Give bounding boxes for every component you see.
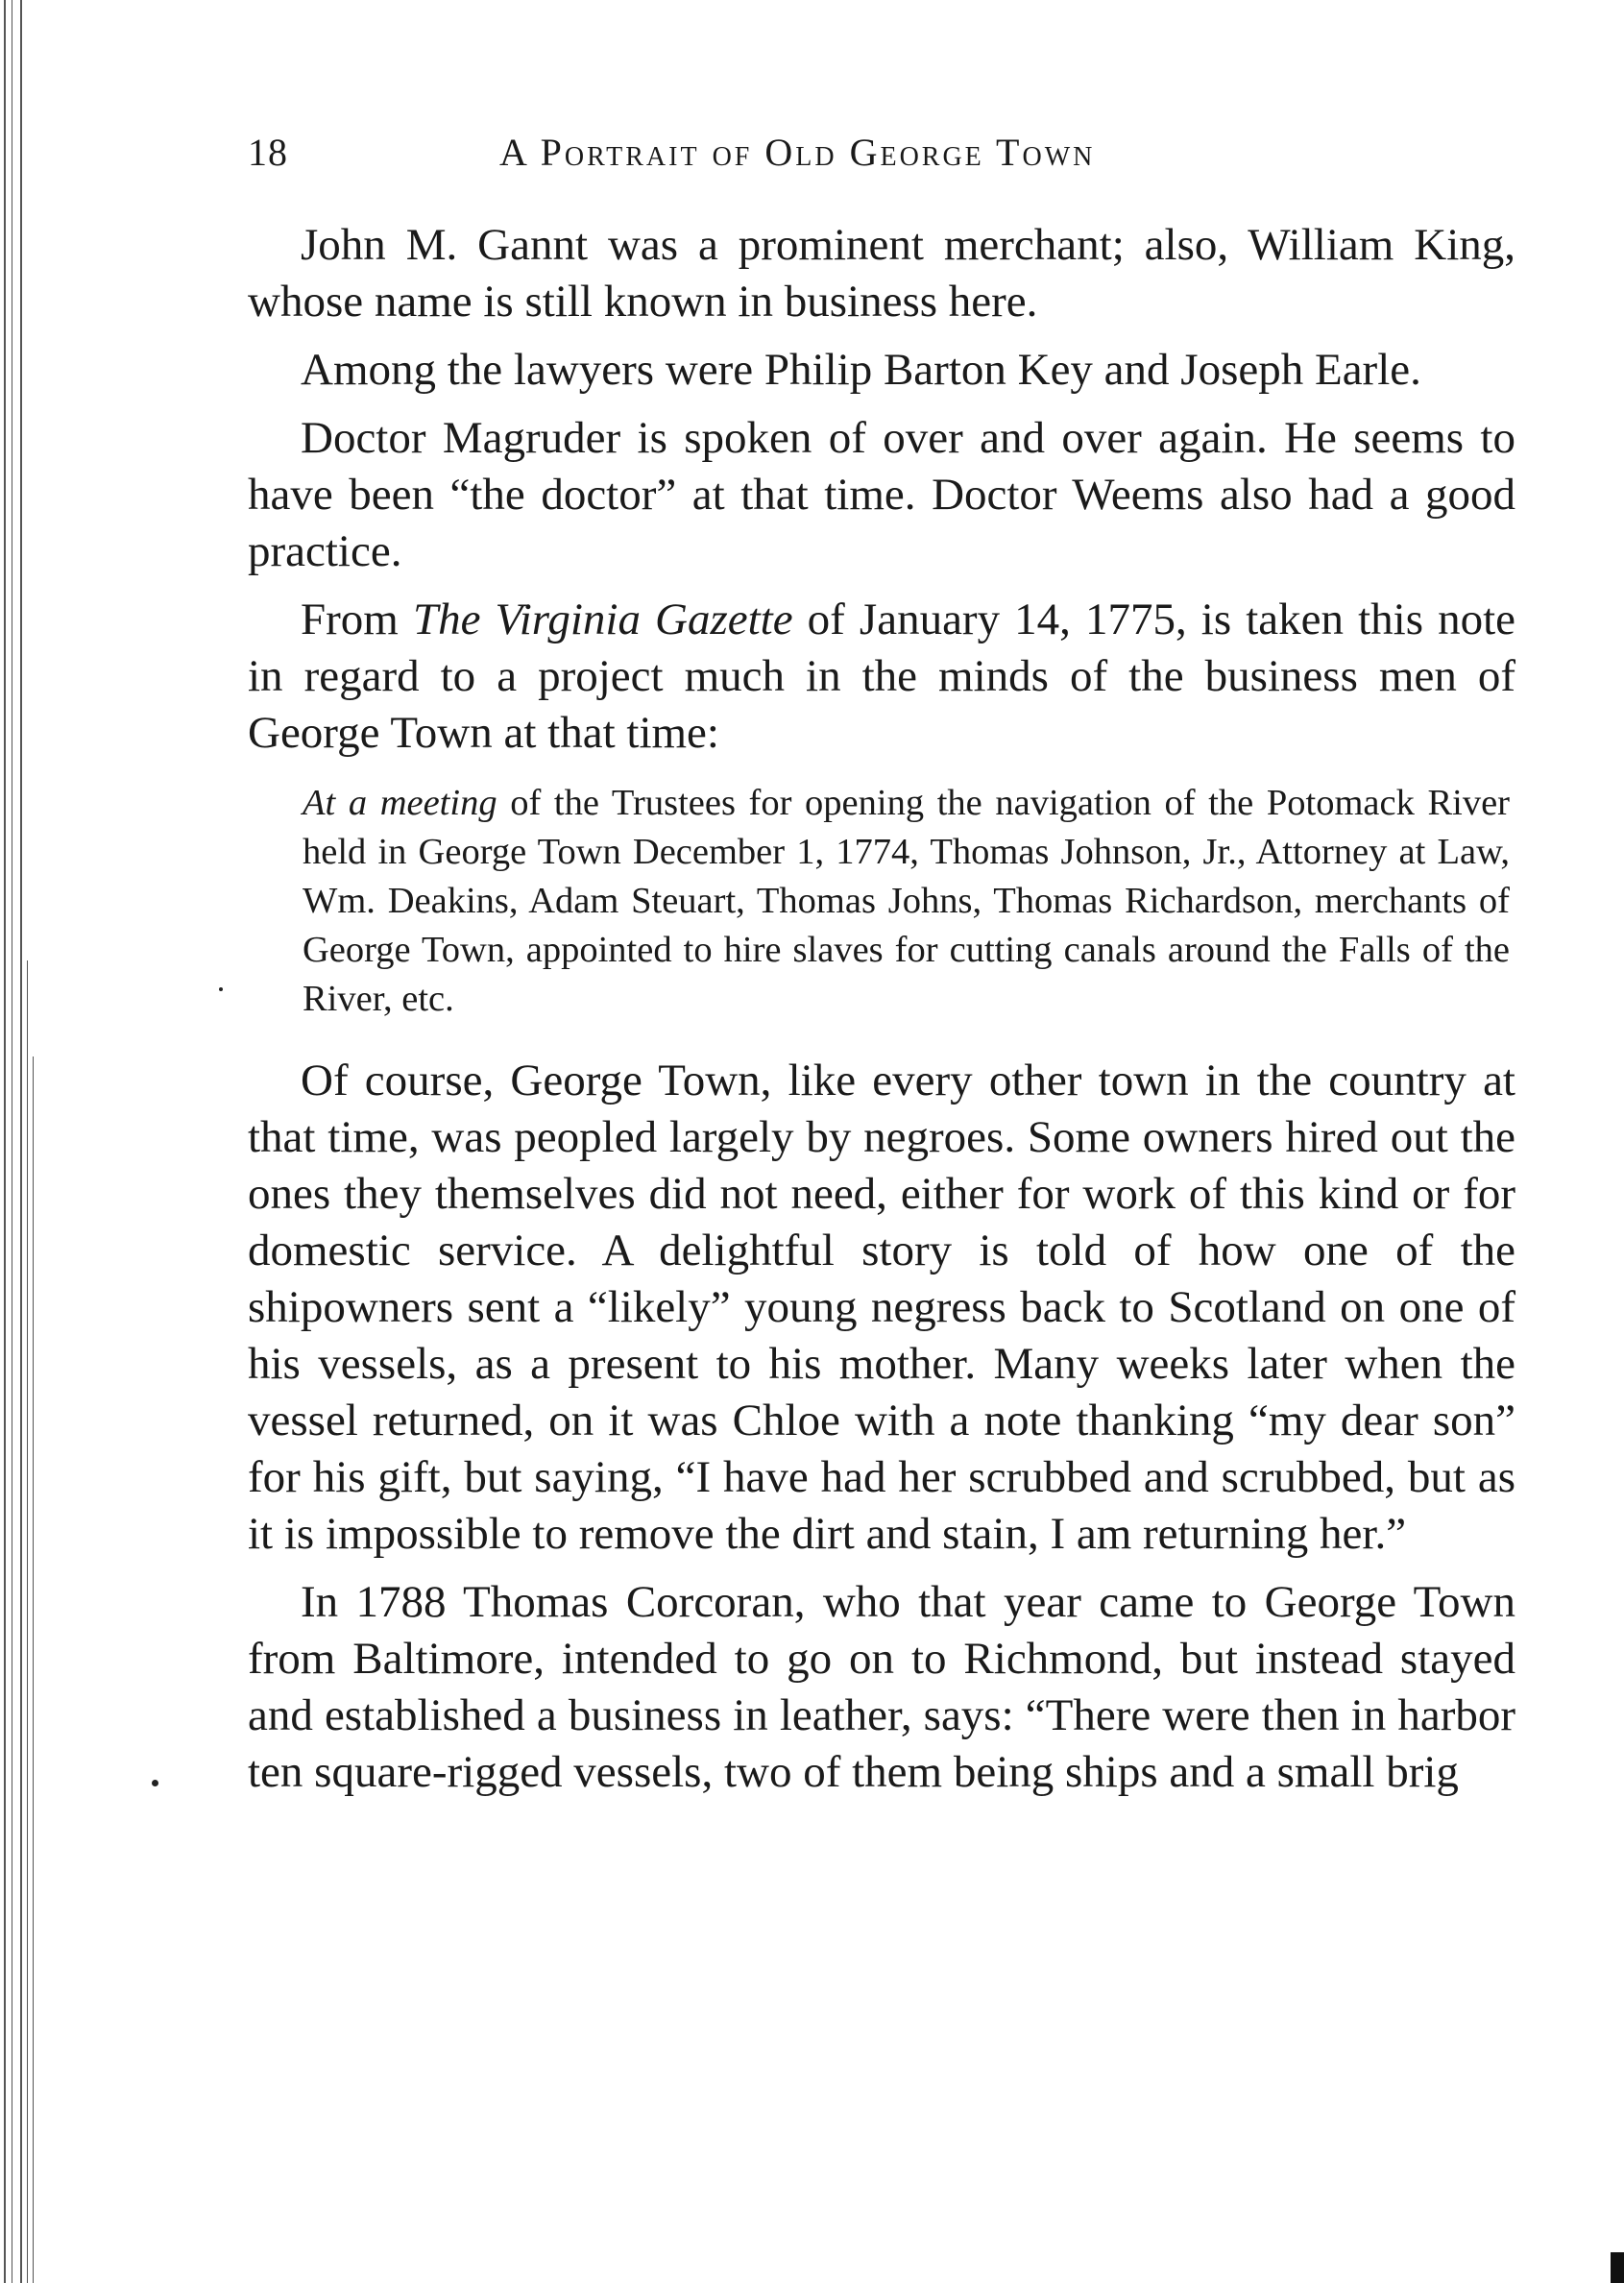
scan-edge-mark — [1611, 2252, 1624, 2283]
scan-binding-edge — [0, 0, 42, 2283]
page-number: 18 — [248, 131, 288, 174]
block-quote-text: of the Trustees for opening the navigation of the Potomack River held in George Town December 1, 1774, Thomas Johnson, Jr., Attorney at Law, Wm. Deakins, Adam Steuart, Thomas Johns, Thomas Richardson, merchants of George Town, appointed to hire slaves for cutting canals around the Falls of the River, etc. — [303, 783, 1510, 1019]
page-header — [248, 130, 1515, 187]
paragraph-gazette-intro — [248, 592, 1515, 762]
scan-speck — [152, 1780, 158, 1786]
scan-speck — [219, 987, 223, 991]
gazette-intro-lead: From — [301, 595, 413, 644]
paragraph-corcoran: In 1788 Thomas Corcoran, who that year came to George Town from Baltimore, intended to go on to Richmond, but instead stayed and established a business in leather, says: “There were then in harbor ten square-rigged vessels, two of them being ships and a small brig — [248, 1577, 1515, 1797]
block-quote-trustees — [248, 779, 1515, 1024]
running-title: A Portrait of Old George Town — [499, 131, 1096, 174]
block-quote-lead: At a meeting — [303, 783, 497, 823]
gazette-intro-rest: of January 14, 1775, is taken this note in regard to a project much in the minds of the business men of George Town at that time: — [248, 595, 1515, 758]
paragraph-doctors: Doctor Magruder is spoken of over and over again. He seems to have been “the doctor” at that time. Doctor Weems also had a good practice. — [248, 413, 1515, 576]
main-text — [248, 217, 1515, 1812]
newspaper-title: The Virginia Gazette — [412, 595, 793, 644]
paragraph-chloe-story: Of course, George Town, like every other town in the country at that time, was peopled largely by negroes. Some owners hired out the ones they themselves did not need, either for work of this kind or for domestic service. A delightful story is told of how one of the shipowners sent a “likely” young negress back to Scotland on one of his vessels, as a present to his mother. Many weeks later when the vessel returned, on it was Chloe with a note thanking “my dear son” for his gift, but saying, “I have had her scrubbed and scrubbed, but as it is impossible to remove the dirt and stain, I am returning her.” — [248, 1056, 1515, 1559]
paragraph-lawyers: Among the lawyers were Philip Barton Key and Joseph Earle. — [301, 345, 1421, 395]
paragraph-merchants: John M. Gannt was a prominent merchant; also, William King, whose name is still known in business here. — [248, 220, 1515, 327]
